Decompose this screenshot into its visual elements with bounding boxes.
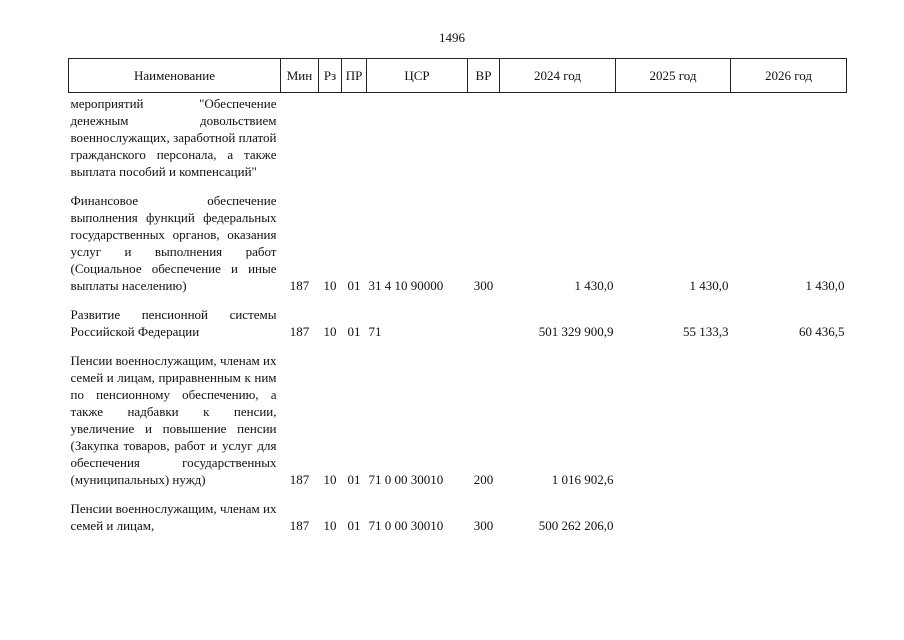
row-pr: 01	[347, 278, 361, 293]
row-name: Финансовое обеспечение выполнения функций федеральных государственных органов, оказания услуг и выполнения работ (Социальное обеспечение и иные выплаты населению)	[70, 193, 277, 293]
row-name: Развитие пенсионной системы Российской Федерации	[70, 307, 277, 339]
col-header-vr: ВР	[468, 59, 500, 93]
row-csr	[367, 93, 468, 181]
row-2026	[731, 488, 847, 534]
row-2026: 1 430,0	[805, 278, 845, 293]
row-pr: 01	[347, 472, 361, 487]
budget-table	[68, 58, 847, 534]
col-header-2026: 2026 год	[731, 59, 847, 93]
row-rz: 10	[323, 518, 337, 533]
row-2026	[731, 93, 847, 181]
row-vr	[468, 93, 500, 181]
row-2024: 501 329 900,9	[538, 324, 614, 339]
row-pr: 01	[347, 324, 361, 339]
col-header-csr: ЦСР	[367, 59, 468, 93]
row-2025: 1 430,0	[689, 278, 729, 293]
row-vr: 300	[473, 518, 494, 533]
row-rz: 10	[323, 472, 337, 487]
row-rz	[319, 93, 342, 181]
row-name: Пенсии военнослужащим, членам их семей и лицам, приравненным к ним по пенсионному обеспечению, а также надбавки к пенсии, увеличение и повышение пенсии (Закупка товаров, работ и услуг для обеспечения государственных (муниципальных) нужд)	[70, 353, 277, 487]
col-header-2025: 2025 год	[616, 59, 731, 93]
row-2025	[616, 93, 731, 181]
table-row	[69, 294, 847, 340]
row-csr: 71 0 00 30010	[368, 472, 444, 487]
row-name: мероприятий "Обеспечение денежным довольствием военнослужащих, заработной платой гражданского персонала, а также выплата пособий и компенсаций"	[70, 96, 277, 179]
table-header	[69, 59, 847, 93]
row-vr: 200	[473, 472, 494, 487]
table-row	[69, 93, 847, 181]
col-header-rz: Рз	[319, 59, 342, 93]
row-name: Пенсии военнослужащим, членам их семей и лицам,	[70, 501, 277, 533]
col-header-min: Мин	[281, 59, 319, 93]
row-vr	[468, 294, 500, 340]
row-csr: 71 0 00 30010	[368, 518, 444, 533]
row-2024	[500, 93, 616, 181]
row-2025: 55 133,3	[683, 324, 729, 339]
row-pr	[342, 93, 367, 181]
row-rz: 10	[323, 278, 337, 293]
row-min: 187	[289, 324, 310, 339]
row-rz: 10	[323, 324, 337, 339]
page-number: 1496	[439, 30, 465, 45]
row-min	[281, 93, 319, 181]
table-row	[69, 340, 847, 488]
col-header-name: Наименование	[69, 59, 281, 93]
row-csr: 71	[368, 324, 382, 339]
col-header-pr: ПР	[342, 59, 367, 93]
row-2024: 500 262 206,0	[538, 518, 614, 533]
row-min: 187	[289, 472, 310, 487]
row-2026	[731, 340, 847, 488]
row-pr: 01	[347, 518, 361, 533]
row-min: 187	[289, 518, 310, 533]
table-row	[69, 180, 847, 294]
table-row	[69, 488, 847, 534]
row-2024: 1 016 902,6	[551, 472, 614, 487]
col-header-2024: 2024 год	[500, 59, 616, 93]
row-csr: 31 4 10 90000	[368, 278, 444, 293]
row-2025	[616, 340, 731, 488]
row-min: 187	[289, 278, 310, 293]
row-2024: 1 430,0	[574, 278, 614, 293]
row-vr: 300	[473, 278, 494, 293]
row-2025	[616, 488, 731, 534]
row-2026: 60 436,5	[799, 324, 845, 339]
